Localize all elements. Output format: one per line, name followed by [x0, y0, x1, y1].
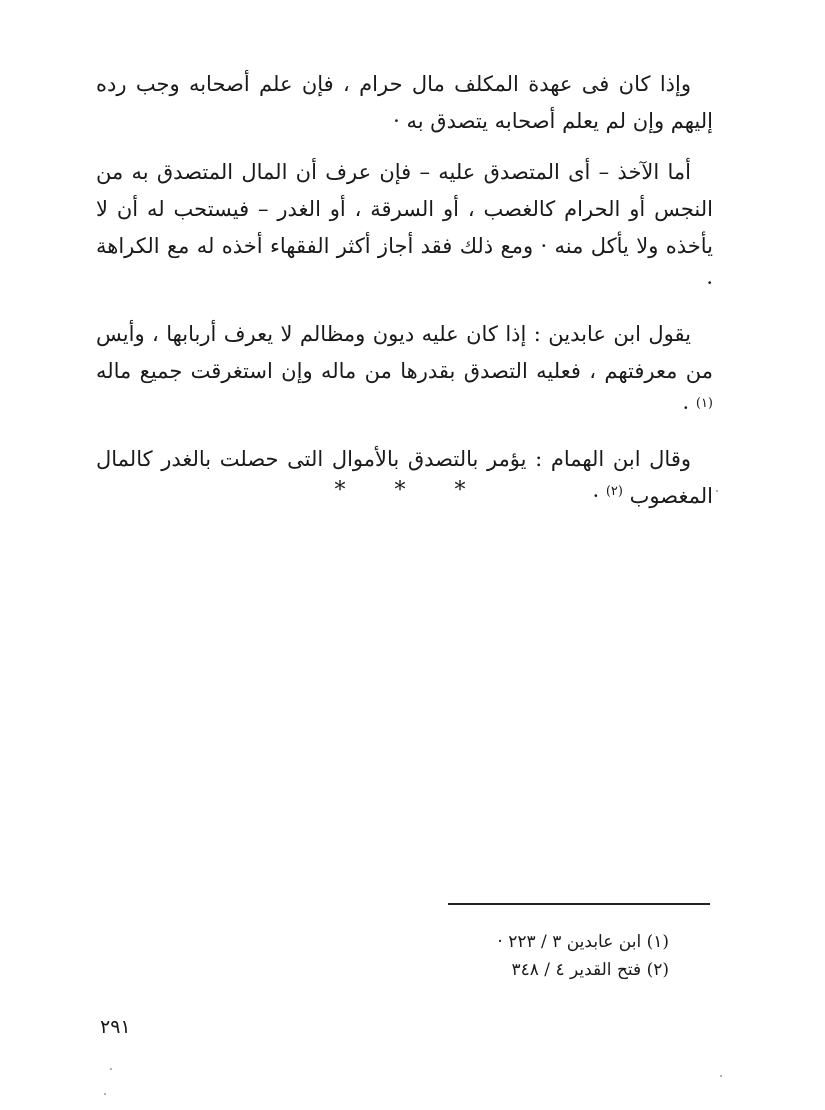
section-divider — [310, 478, 490, 503]
footnote-1: (١) ابن عابدين ٣ / ٢٢٣ · — [497, 932, 669, 952]
paragraph-4-text: وقال ابن الهمام : يؤمر بالتصدق بالأموال التى حصلت بالغدر كالمال المغصوب — [96, 447, 713, 508]
page-number: ٢٩١ — [100, 1016, 131, 1038]
footnotes — [497, 928, 669, 984]
scan-speck — [716, 490, 718, 492]
paragraph-1 — [96, 66, 713, 140]
divider-star: * — [454, 478, 466, 503]
scan-speck — [110, 1068, 112, 1070]
paragraph-3-end: · — [682, 396, 696, 420]
paragraph-1-text: وإذا كان فى عهدة المكلف مال حرام ، فإن علم أصحابه وجب رده إليهم وإن لم يعلم أصحابه يتصدق به · — [96, 72, 713, 133]
paragraph-2-text: أما الآخذ – أى المتصدق عليه – فإن عرف أن المال المتصدق به من النجس أو الحرام كالغصب ، أو السرقة ، أو الغدر – فيستحب له أن لا يأخذه ولا يأكل منه · ومع ذلك فقد أجاز أكثر الفقهاء أخذه له مع الكراهة · — [96, 160, 713, 295]
footnote-2: (٢) فتح القدير ٤ / ٣٤٨ — [511, 960, 669, 980]
divider-star: * — [334, 478, 346, 503]
paragraph-4-end: · — [592, 484, 606, 508]
paragraph-3-text: يقول ابن عابدين : إذا كان عليه ديون ومظالم لا يعرف أربابها ، وأيس من معرفتهم ، فعليه التصدق بقدرها من ماله وإن استغرقت جميع ماله — [96, 322, 713, 383]
divider-star: * — [394, 478, 406, 503]
scan-speck — [104, 1093, 106, 1095]
scan-speck — [720, 1075, 722, 1077]
main-text — [96, 66, 713, 529]
footnote-ref-2: (٢) — [605, 484, 623, 499]
footnote-rule — [448, 903, 710, 905]
paragraph-2 — [96, 154, 713, 302]
paragraph-3 — [96, 316, 713, 427]
footnote-ref-1: (١) — [695, 396, 713, 411]
